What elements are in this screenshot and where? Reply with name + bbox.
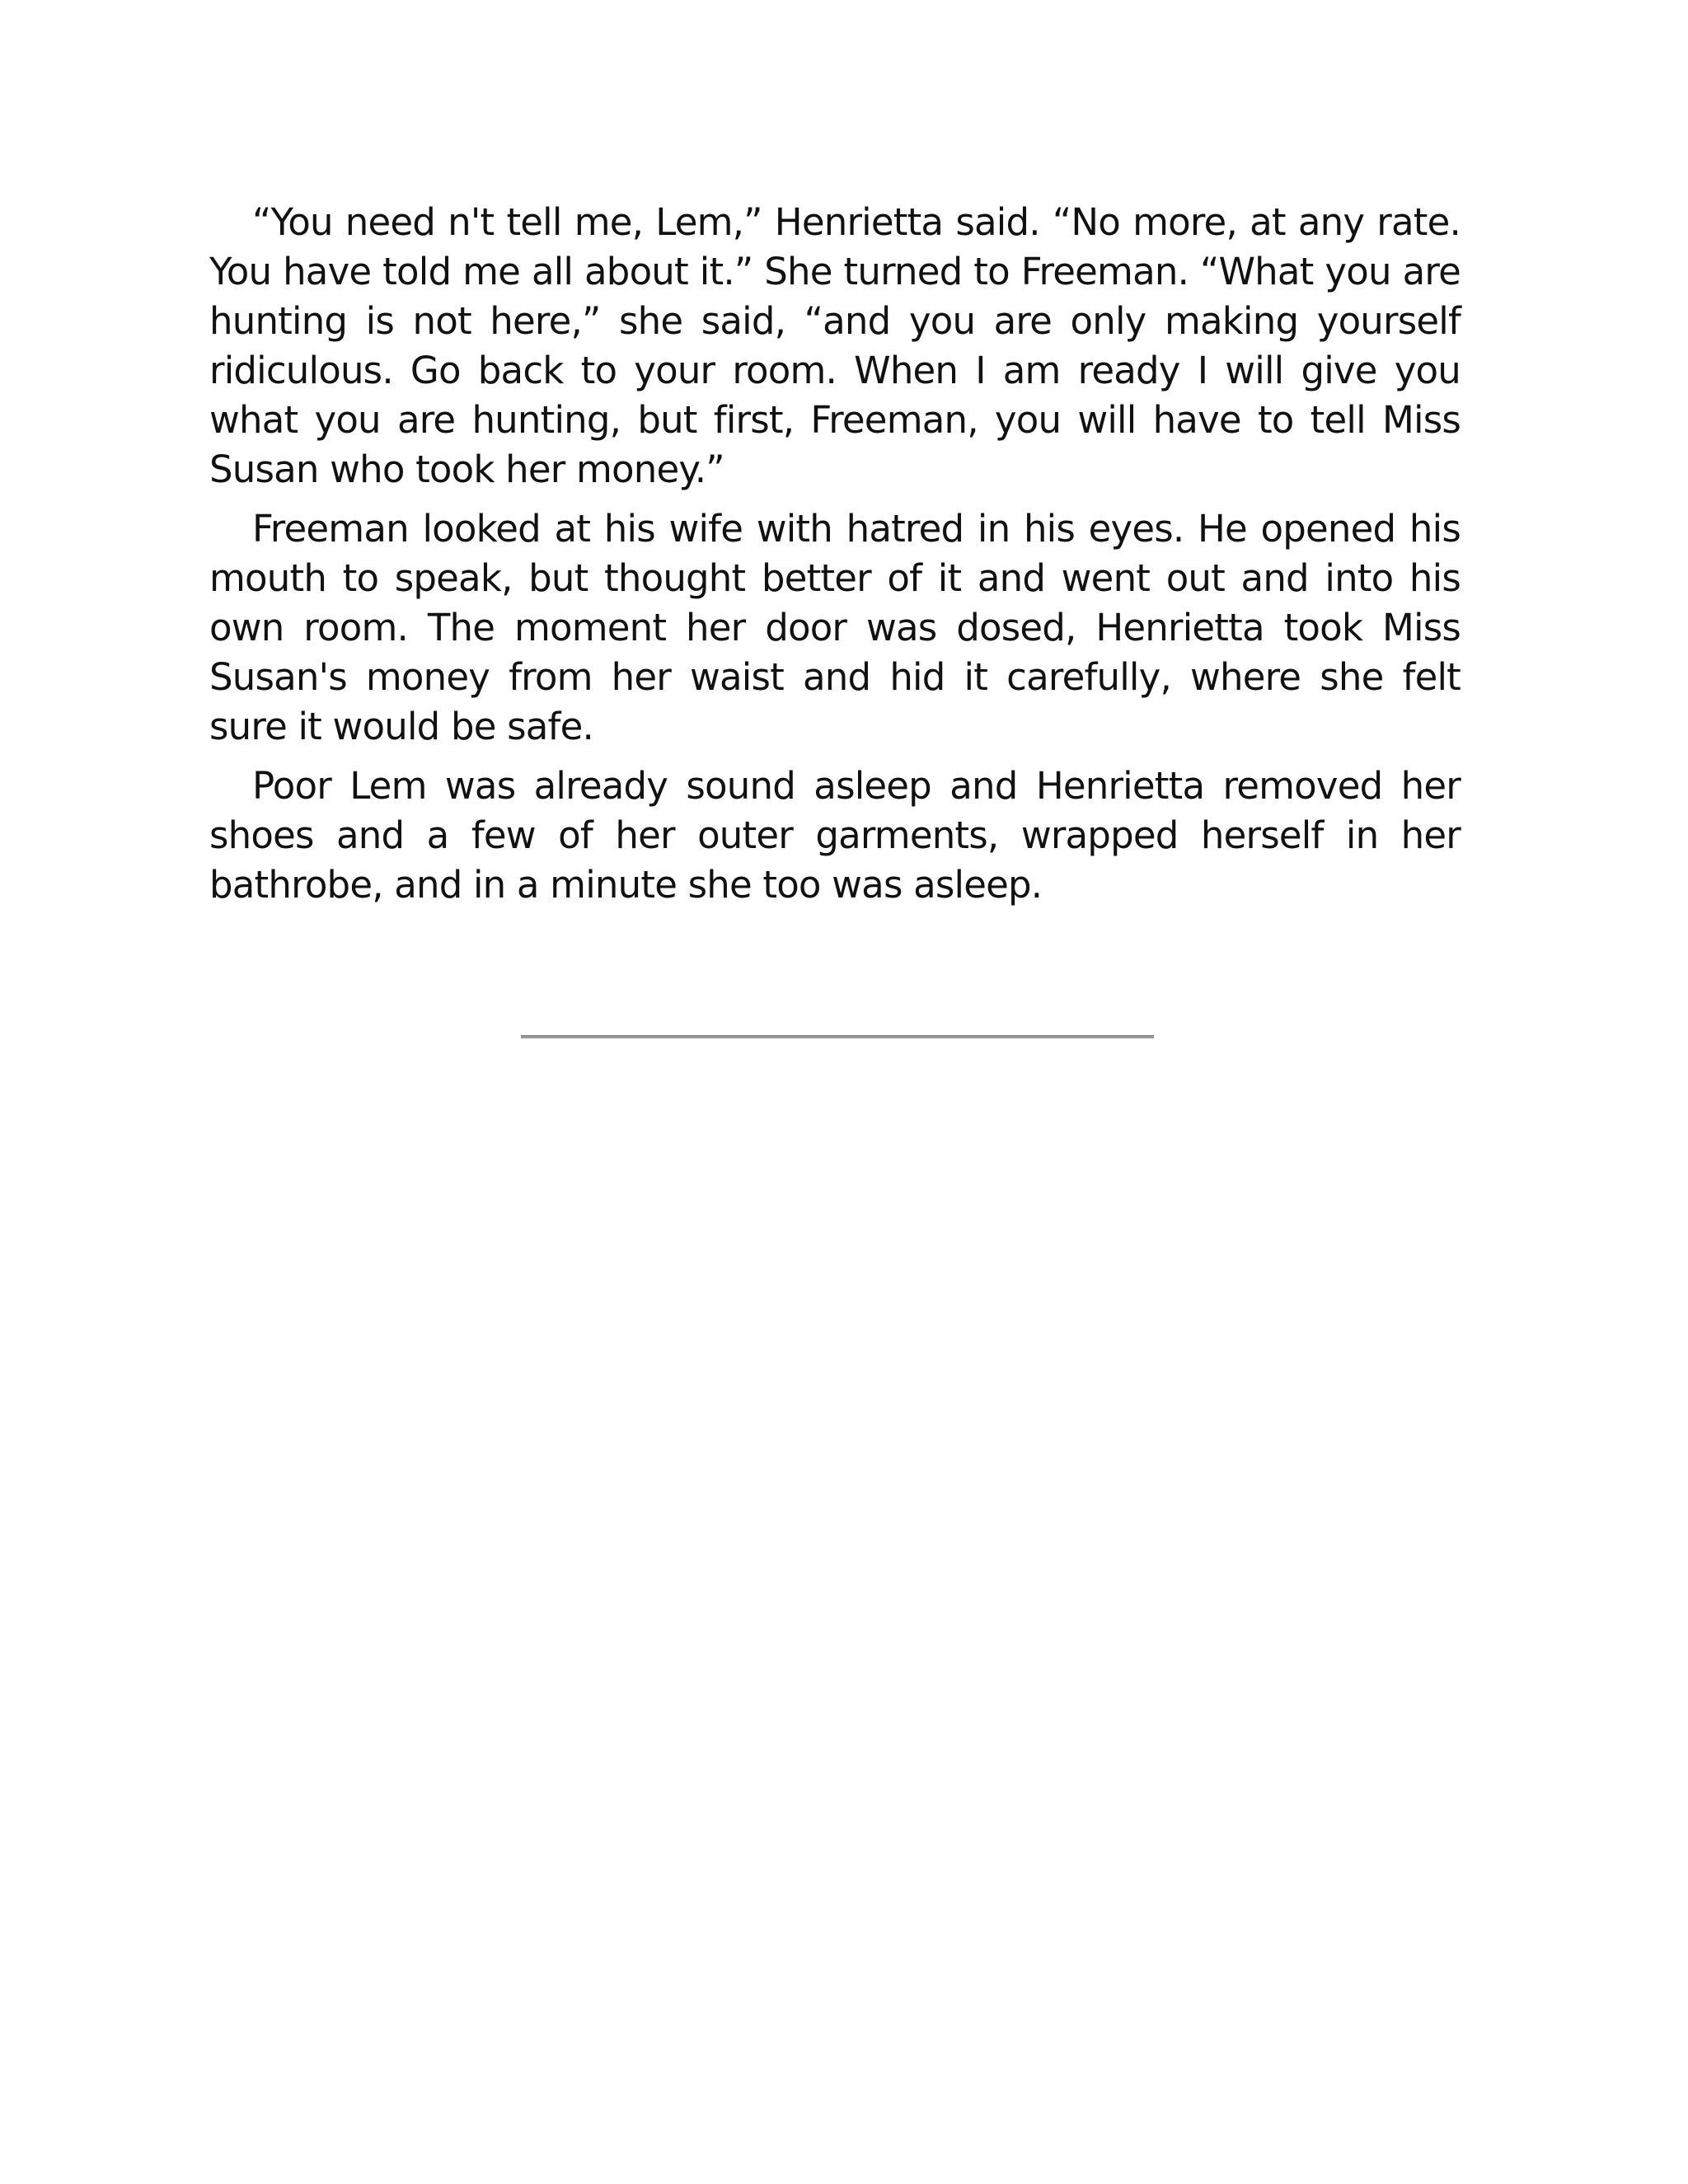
paragraph-3: Poor Lem was already sound asleep and Henrietta removed her shoes and a few of her outer garments, wrapped herself in her bathrobe, and in a minute she too was asleep.	[209, 764, 1461, 907]
body-text	[209, 198, 1461, 920]
paragraph-1: “You need n't tell me, Lem,” Henrietta said. “No more, at any rate. You have told me all about it.” She turned to Freeman. “What you are hunting is not here,” she said, “and you are only making yourself ridiculous. Go back to your room. When I am ready I will give you what you are hunting, but first, Freeman, you will have to tell Miss Susan who took her money.”	[209, 200, 1461, 491]
paragraph-2: Freeman looked at his wife with hatred in his eyes. He opened his mouth to speak, but thought better of it and went out and into his own room. The moment her door was dosed, Henrietta took Miss Susan's money from her waist and hid it carefully, where she felt sure it would be safe.	[209, 507, 1461, 748]
section-divider	[521, 1035, 1154, 1038]
